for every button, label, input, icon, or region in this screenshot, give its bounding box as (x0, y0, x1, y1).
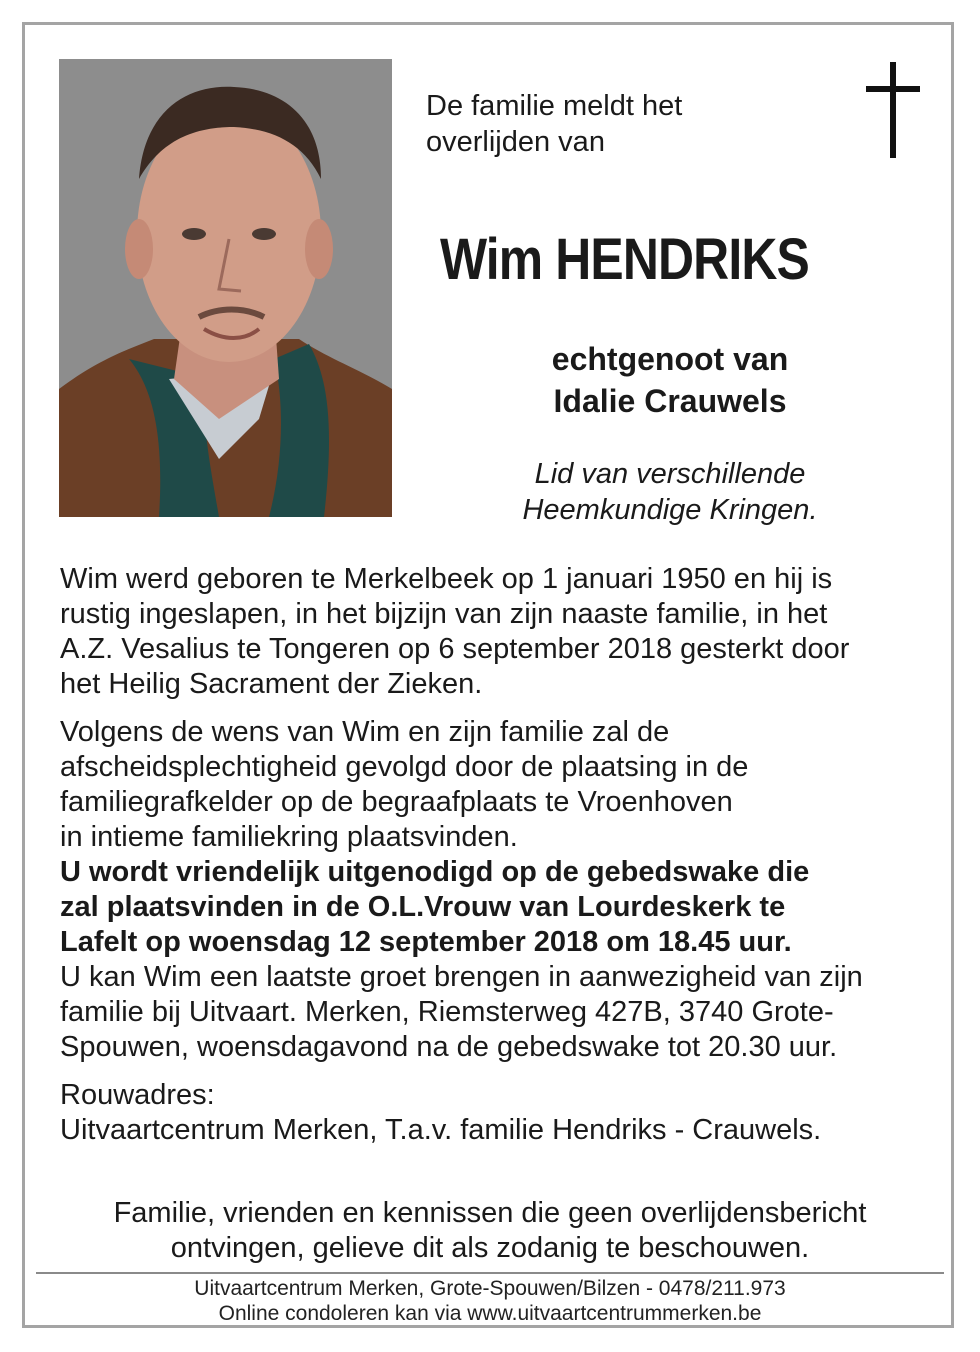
intro-line-1: De familie meldt het (426, 90, 683, 122)
invitation-line: zal plaatsvinden in de O.L.Vrouw van Lourdeskerk te (60, 891, 786, 923)
text-line: Wim werd geboren te Merkelbeek op 1 januari 1950 en hij is (60, 563, 833, 595)
footer-contact: Uitvaartcentrum Merken, Grote-Spouwen/Bilzen - 0478/211.973 (194, 1277, 786, 1300)
ceremony-paragraph (60, 715, 940, 1065)
invitation-line: U wordt vriendelijk uitgenodigd op de gebedswake die (60, 856, 810, 888)
announcement-body (60, 562, 940, 1148)
closing-line-1: Familie, vrienden en kennissen die geen overlijdensbericht (113, 1197, 867, 1229)
birth-paragraph (60, 562, 940, 702)
spouse-line-1: echtgenoot van (551, 341, 789, 377)
footer (36, 1276, 944, 1326)
membership-line-1: Lid van verschillende (534, 458, 806, 490)
closing-note (40, 1196, 940, 1266)
intro-text (426, 88, 786, 160)
text-line: in intieme familiekring plaatsvinden. (60, 821, 518, 853)
text-line: Volgens de wens van Wim en zijn familie zal de (60, 716, 670, 748)
closing-line-2: ontvingen, gelieve dit als zodanig te beschouwen. (170, 1232, 810, 1264)
text-line: Spouwen, woensdagavond na de gebedswake tot 20.30 uur. (60, 1031, 838, 1063)
address-paragraph (60, 1078, 940, 1148)
deceased-name: Wim HENDRIKS (440, 227, 809, 292)
address-line: Uitvaartcentrum Merken, T.a.v. familie Hendriks - Crauwels. (60, 1114, 822, 1146)
text-line: rustig ingeslapen, in het bijzijn van zijn naaste familie, in het (60, 598, 828, 630)
footer-divider (36, 1272, 944, 1274)
spouse-block (470, 338, 870, 422)
text-line: het Heilig Sacrament der Zieken. (60, 668, 483, 700)
membership-block (470, 456, 870, 528)
text-line: A.Z. Vesalius te Tongeren op 6 september 2018 gesterkt door (60, 633, 850, 665)
intro-line-2: overlijden van (426, 126, 605, 158)
address-label: Rouwadres: (60, 1079, 215, 1111)
footer-website: Online condoleren kan via www.uitvaartcentrummerken.be (218, 1302, 762, 1325)
cross-icon (862, 60, 924, 165)
invitation-line: Lafelt op woensdag 12 september 2018 om 18.45 uur. (60, 926, 792, 958)
text-line: afscheidsplechtigheid gevolgd door de plaatsing in de (60, 751, 749, 783)
portrait-illustration (59, 59, 392, 517)
membership-line-2: Heemkundige Kringen. (522, 494, 818, 526)
portrait-photo (59, 59, 392, 517)
text-line: familie bij Uitvaart. Merken, Riemsterweg 427B, 3740 Grote- (60, 996, 834, 1028)
spouse-name: Idalie Crauwels (553, 383, 787, 419)
text-line: U kan Wim een laatste groet brengen in aanwezigheid van zijn (60, 961, 863, 993)
text-line: familiegrafkelder op de begraafplaats te Vroenhoven (60, 786, 733, 818)
